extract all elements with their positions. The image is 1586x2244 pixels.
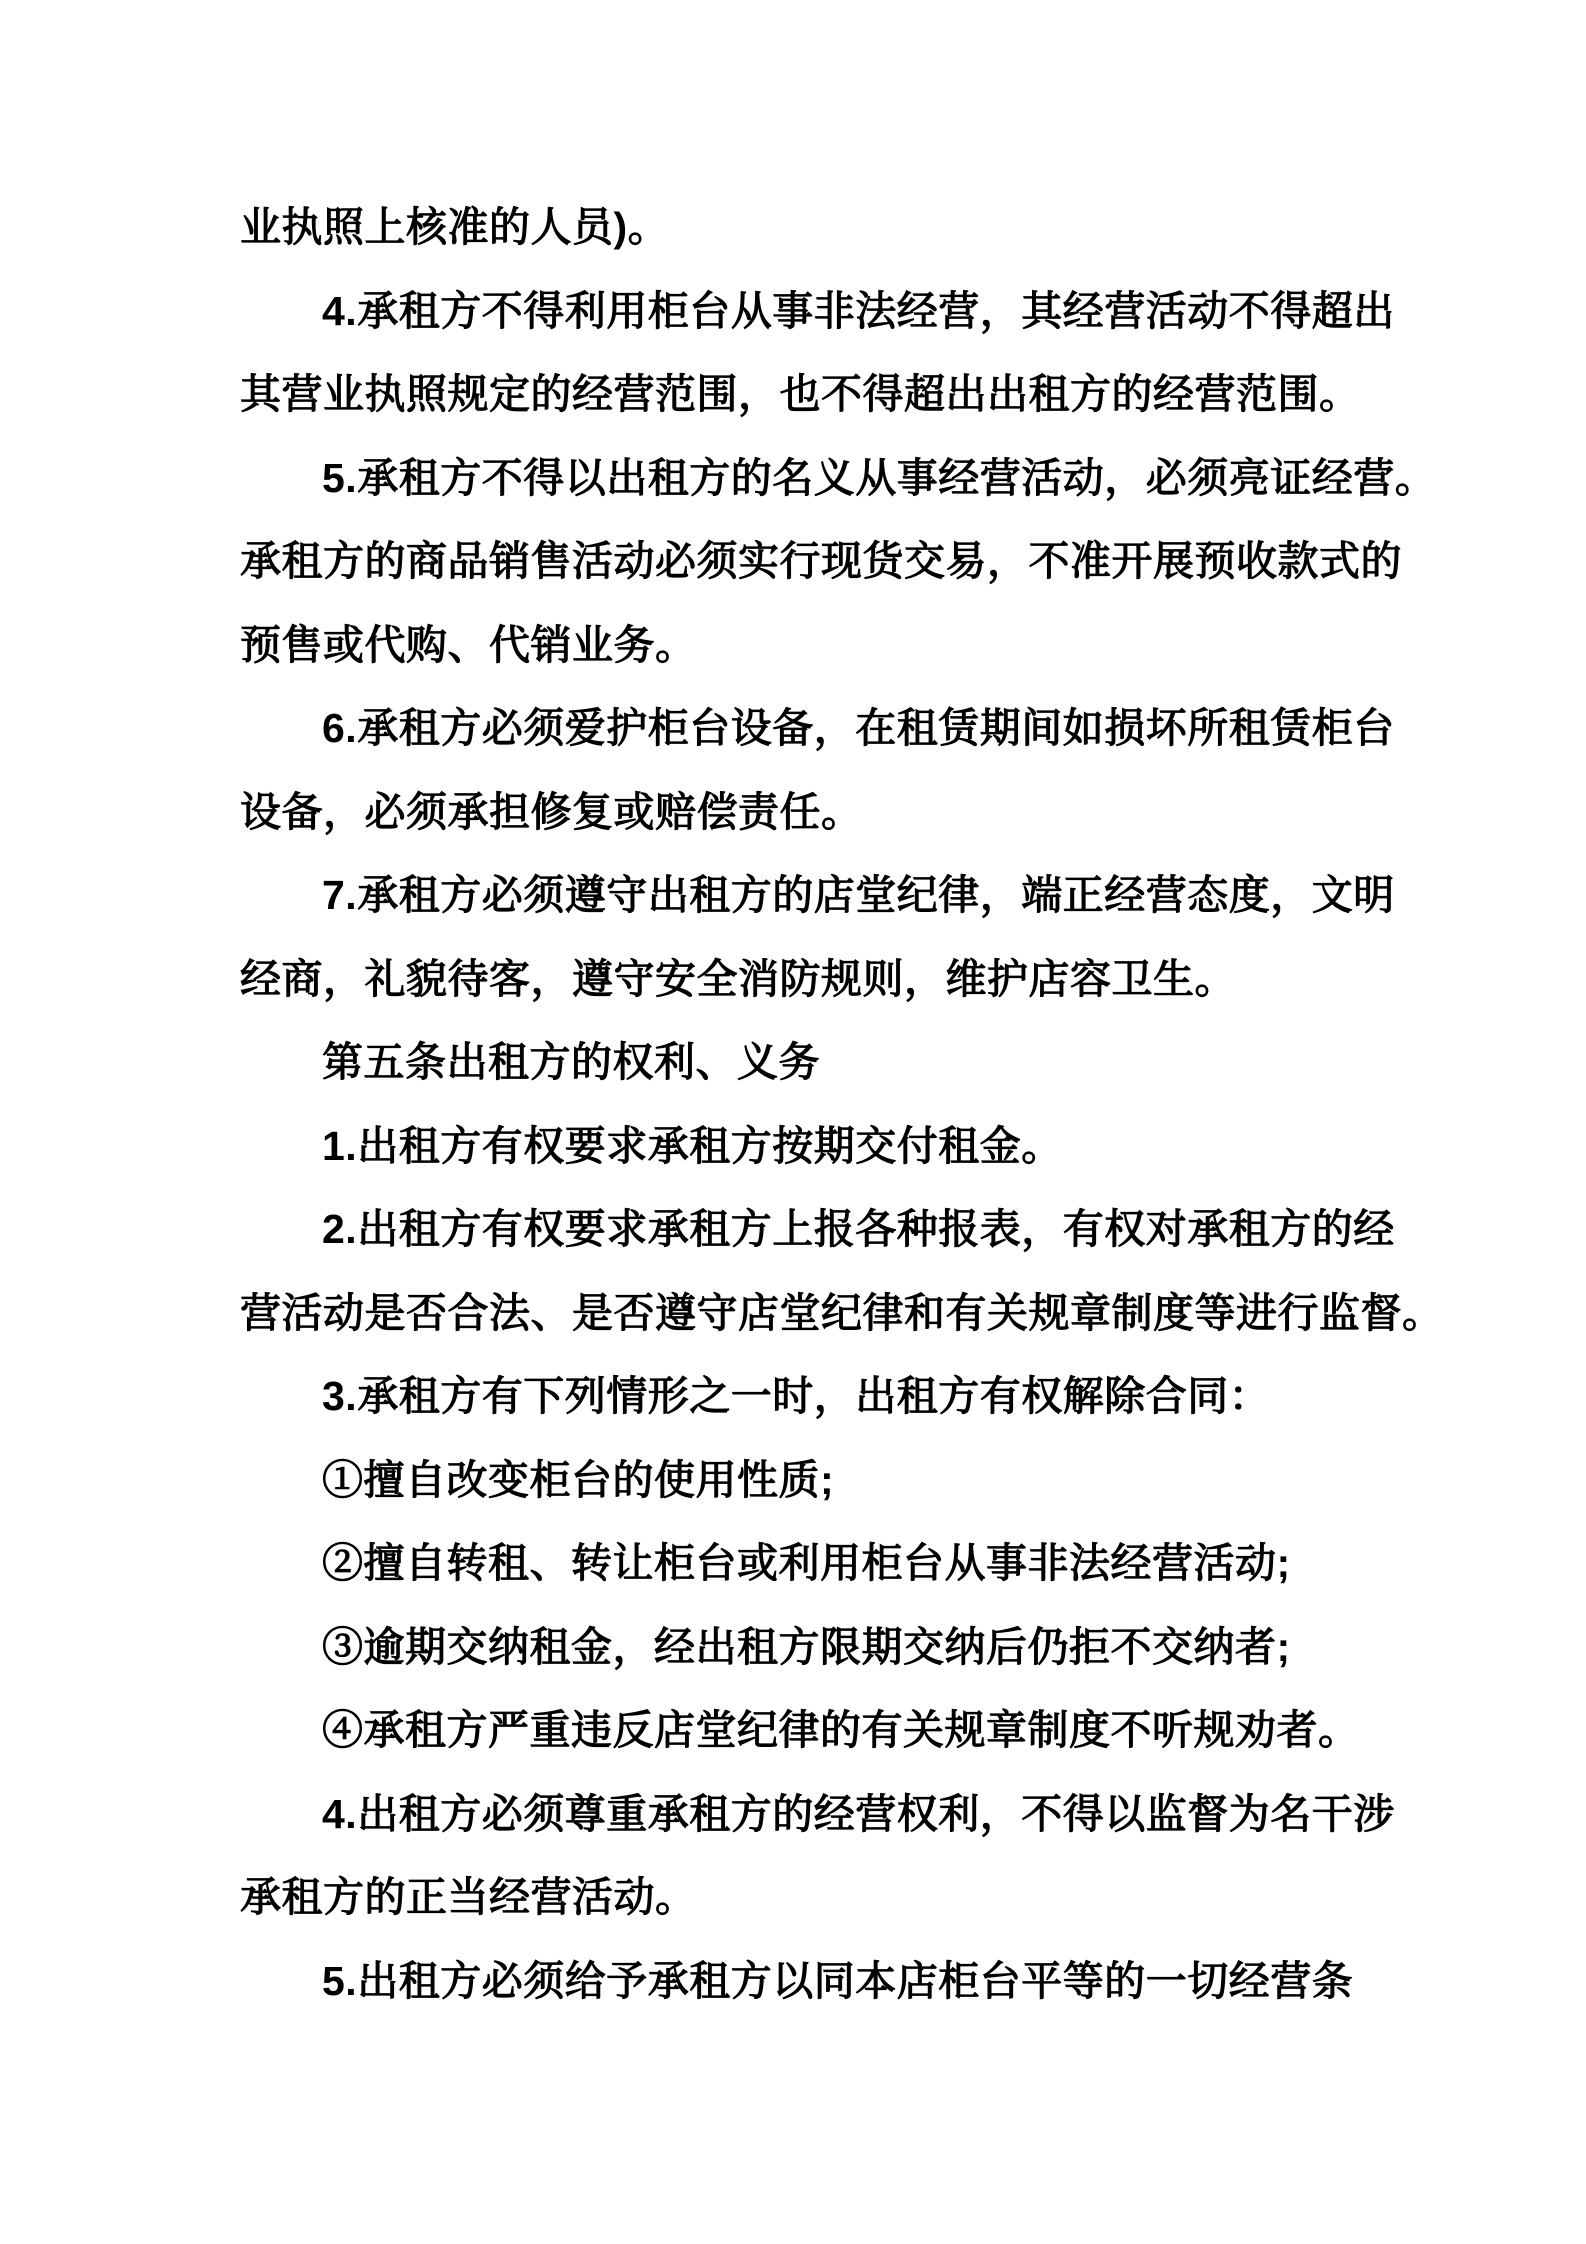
- document-line: 5.出租方必须给予承租方以同本店柜台平等的一切经营条: [322, 1957, 1354, 2004]
- document-line: 经商，礼貌待客，遵守安全消防规则，维护店容卫生。: [240, 955, 1236, 1002]
- document-line: 营活动是否合法、是否遵守店堂纪律和有关规章制度等进行监督。: [240, 1289, 1444, 1336]
- document-line: 7.承租方必须遵守出租方的店堂纪律，端正经营态度，文明: [322, 872, 1395, 918]
- document-list-item: ①擅自改变柜台的使用性质;: [322, 1456, 835, 1503]
- document-line: 承租方的正当经营活动。: [240, 1874, 697, 1920]
- document-line: 2.出租方有权要求承租方上报各种报表，有权对承租方的经: [322, 1206, 1395, 1252]
- document-line: 3.承租方有下列情形之一时，出租方有权解除合同：: [322, 1373, 1271, 1419]
- document-line: 承租方的商品销售活动必须实行现货交易，不准开展预收款式的: [240, 538, 1402, 584]
- document-line: 设备，必须承担修复或赔偿责任。: [240, 788, 863, 835]
- document-line: 5.承租方不得以出租方的名义从事经营活动，必须亮证经营。: [322, 454, 1437, 501]
- document-line: 其营业执照规定的经营范围，也不得超出出租方的经营范围。: [240, 371, 1361, 417]
- document-line: 1.出租方有权要求承租方按期交付租金。: [322, 1122, 1063, 1169]
- document-section-heading: 第五条出租方的权利、义务: [322, 1039, 820, 1085]
- document-line: 4.承租方不得利用柜台从事非法经营，其经营活动不得超出: [322, 287, 1395, 334]
- document-list-item: ④承租方严重违反店堂纪律的有关规章制度不听规劝者。: [322, 1707, 1360, 1753]
- document-line: 6.承租方必须爱护柜台设备，在租赁期间如损坏所租赁柜台: [322, 705, 1395, 751]
- document-list-item: ②擅自转租、转让柜台或利用柜台从事非法经营活动;: [322, 1540, 1291, 1586]
- document-line: 4.出租方必须尊重承租方的经营权利，不得以监督为名干涉: [322, 1790, 1395, 1837]
- document-line: 业执照上核准的人员)。: [240, 204, 670, 250]
- document-line: 预售或代购、代销业务。: [240, 621, 697, 668]
- document-list-item: ③逾期交纳租金，经出租方限期交纳后仍拒不交纳者;: [322, 1623, 1291, 1670]
- document-body: [240, 186, 1444, 2023]
